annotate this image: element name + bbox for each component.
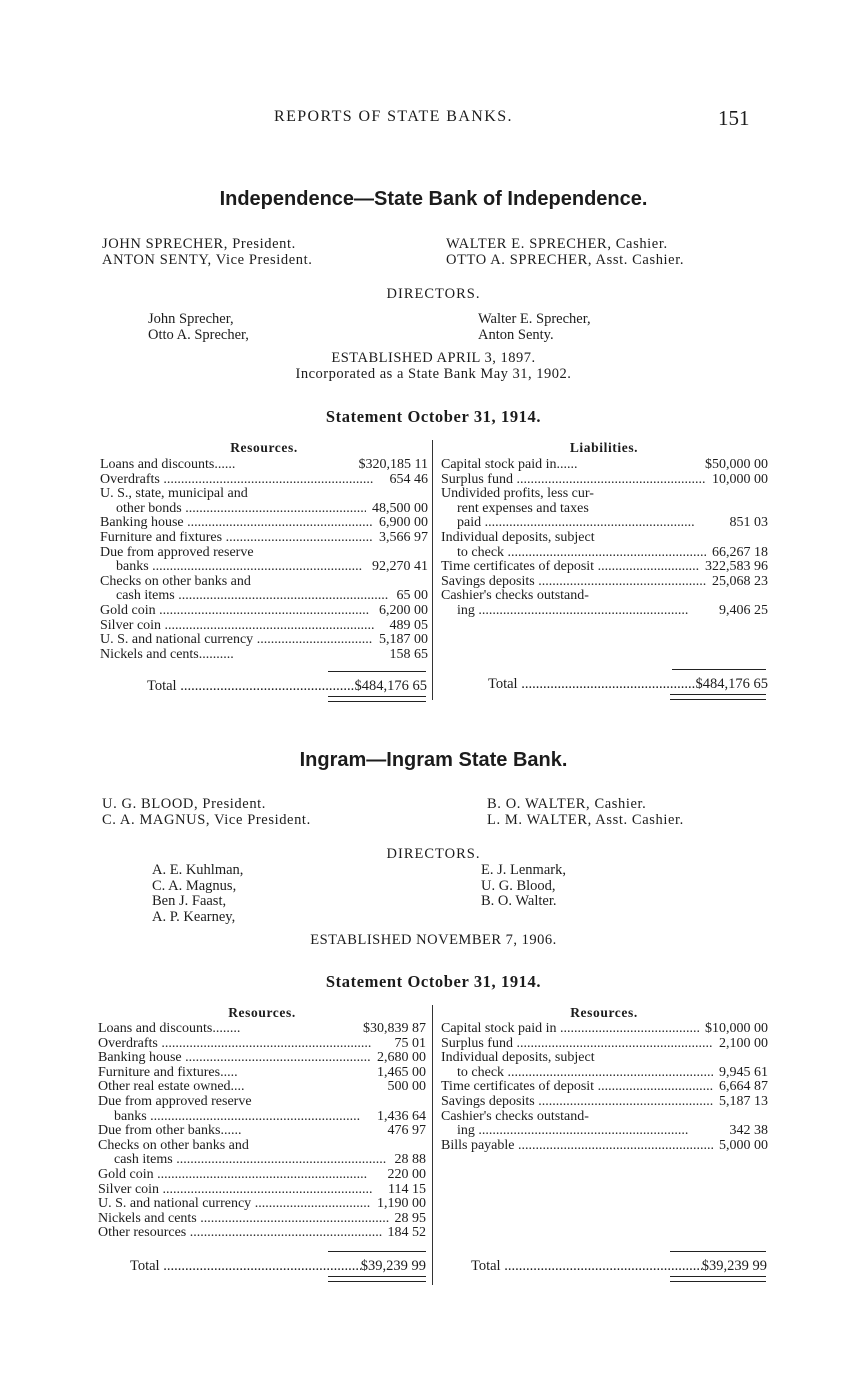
ledger-row (100, 633, 428, 648)
ledger-label: banks ..... (100, 560, 366, 575)
ledger-row (98, 1037, 426, 1052)
total-double-rule (328, 696, 426, 702)
ledger-row (100, 516, 428, 531)
ledger-row (441, 487, 768, 502)
ledger-row (98, 1168, 426, 1183)
ledger-amount: 184 52 (387, 1225, 426, 1241)
ledger-amount: 5,187 13 (719, 1093, 768, 1109)
ledger-amount: 158 65 (389, 646, 428, 662)
resources-heading: Resources. (228, 1005, 296, 1020)
director: A. E. Kuhlman, (152, 862, 244, 878)
ledger-label: paid ..... (441, 516, 724, 531)
subtotal-rule (672, 669, 766, 670)
ledger-amount: 1,465 00 (377, 1064, 426, 1080)
ledger-row (441, 1124, 768, 1139)
ledger-label: Surplus fund ..... (441, 473, 706, 488)
total-double-rule (670, 1276, 766, 1282)
ledger-amount: 75 01 (394, 1035, 426, 1051)
ledger-row (98, 1212, 426, 1227)
ledger-amount: $30,839 87 (363, 1021, 426, 1036)
ledger-amount: 114 15 (388, 1181, 426, 1197)
ledger-row (441, 604, 768, 619)
established-block (0, 350, 867, 382)
ledger-row (100, 648, 428, 663)
ledger-label: Loans and discounts........ (98, 1022, 241, 1036)
ledger-amount: 6,200 00 (379, 602, 428, 618)
ledger-label: Furniture and fixtures..... (98, 1065, 238, 1080)
ledger-amount: 1,436 64 (377, 1108, 426, 1124)
officer-list-left (102, 236, 312, 268)
ledger-amount: $320,185 11 (358, 457, 428, 472)
ledger-amount: 654 46 (389, 471, 428, 487)
ledger-label: Surplus fund ..... (441, 1037, 713, 1052)
ledger-amount: 220 00 (387, 1166, 426, 1182)
director: Anton Senty. (478, 326, 554, 343)
statement-title: Statement October 31, 1914. (325, 407, 542, 426)
ledger-amount: 28 95 (394, 1210, 426, 1226)
director: Walter E. Sprecher, (478, 311, 591, 327)
ledger-amount: 28 88 (394, 1152, 426, 1168)
ledger-row (98, 1022, 426, 1037)
total-label: Total ..... (471, 1258, 702, 1275)
running-title: REPORTS OF STATE BANKS. (274, 108, 513, 125)
total-resources-row (147, 678, 427, 695)
ledger-amount: 5,000 00 (719, 1137, 768, 1153)
ledger-row (100, 473, 428, 488)
ledger-row (441, 1037, 768, 1052)
ledger-label: Undivided profits, less cur- (441, 487, 594, 502)
director: U. G. Blood, (481, 877, 556, 894)
officer: C. A. MAGNUS, Vice President. (102, 812, 311, 828)
ledger-row (98, 1051, 426, 1066)
ledger-label: Savings deposits ..... (441, 575, 706, 590)
ledger-row (100, 575, 428, 590)
column-divider (432, 1005, 433, 1285)
resources-table (98, 1022, 426, 1241)
ledger-amount: 5,187 00 (379, 632, 428, 648)
ledger-label: Due from other banks...... (98, 1124, 242, 1139)
ledger-row (441, 589, 768, 604)
ledger-row (98, 1095, 426, 1110)
bank-title: Independence—State Bank of Independence. (219, 188, 648, 210)
officer: ANTON SENTY, Vice President. (102, 252, 313, 268)
officer: WALTER E. SPRECHER, Cashier. (446, 236, 668, 252)
officer: B. O. WALTER, Cashier. (487, 796, 647, 812)
incorporated-date: Incorporated as a State Bank May 31, 1902. (295, 366, 572, 382)
ledger-amount: 66,267 18 (712, 544, 768, 560)
ledger-row (441, 1110, 768, 1125)
ledger-label: ing ..... (441, 604, 713, 619)
total-label: Total ..... (130, 1258, 361, 1275)
ledger-row (98, 1197, 426, 1212)
column-divider (432, 440, 433, 700)
ledger-label: Overdrafts ..... (100, 473, 384, 488)
ledger-row (441, 1080, 768, 1095)
ledger-amount: 851 03 (729, 515, 768, 531)
officer: U. G. BLOOD, President. (102, 796, 267, 812)
officer-list-left (102, 796, 311, 828)
ledger-row (98, 1110, 426, 1125)
total-liabilities-row (471, 1258, 767, 1275)
ledger-row (100, 589, 428, 604)
page-number: 151 (718, 106, 750, 130)
liabilities-heading: Liabilities. (569, 440, 639, 455)
officer: JOHN SPRECHER, President. (102, 236, 296, 252)
ledger-row (98, 1139, 426, 1154)
ledger-amount: $10,000 00 (705, 1021, 768, 1036)
ledger-label: Nickels and cents.......... (100, 647, 234, 662)
ledger-label: Cashier's checks outstand- (441, 1109, 589, 1124)
ledger-row (441, 458, 768, 473)
ledger-label: Other real estate owned.... (98, 1080, 245, 1095)
ledger-row (441, 560, 768, 575)
ledger-label: Individual deposits, subject (441, 1051, 595, 1066)
bank-title: Ingram—Ingram State Bank. (299, 749, 568, 771)
ledger-row (100, 546, 428, 561)
ledger-amount: 9,406 25 (719, 602, 768, 618)
ledger-row (441, 531, 768, 546)
directors-left (152, 863, 243, 925)
ledger-label: U. S. and national currency ..... (98, 1197, 371, 1212)
ledger-amount: 500 00 (387, 1079, 426, 1095)
officer-list-right (446, 236, 684, 268)
ledger-label: Gold coin ..... (98, 1168, 382, 1183)
ledger-label: Capital stock paid in ..... (441, 1022, 699, 1037)
director: E. J. Lenmark, (481, 862, 566, 878)
liabilities-table (441, 1022, 768, 1153)
ledger-label: banks ..... (98, 1110, 371, 1125)
ledger-amount: $50,000 00 (705, 457, 768, 472)
ledger-amount: 2,100 00 (719, 1035, 768, 1051)
ledger-label: Savings deposits ..... (441, 1095, 713, 1110)
ledger-amount: 9,945 61 (719, 1064, 768, 1080)
ledger-label: Furniture and fixtures ..... (100, 531, 373, 546)
ledger-row (98, 1153, 426, 1168)
director: Ben J. Faast, (152, 893, 227, 909)
directors-heading: DIRECTORS. (386, 286, 481, 302)
ledger-row (441, 516, 768, 531)
ledger-row (100, 560, 428, 575)
directors-heading: DIRECTORS. (386, 846, 481, 862)
ledger-row (100, 502, 428, 517)
director: B. O. Walter. (481, 893, 557, 909)
ledger-row (441, 473, 768, 488)
ledger-row (441, 546, 768, 561)
ledger-row (98, 1183, 426, 1198)
ledger-amount: 489 05 (389, 617, 428, 633)
ledger-row (441, 575, 768, 590)
directors-right (481, 863, 566, 910)
ledger-label: Silver coin ..... (100, 619, 384, 634)
ledger-label: Time certificates of deposit ..... (441, 560, 699, 575)
ledger-label: cash items ..... (100, 589, 391, 604)
subtotal-rule (670, 1251, 766, 1252)
subtotal-rule (328, 1251, 426, 1252)
ledger-amount: 322,583 96 (705, 559, 768, 575)
ledger-label: Other resources ..... (98, 1226, 382, 1241)
resources-heading: Resources. (230, 440, 298, 455)
total-liabilities-amount: $39,239 99 (701, 1258, 767, 1274)
ledger-row (98, 1080, 426, 1095)
ledger-amount: 3,566 97 (379, 529, 428, 545)
ledger-label: cash items ..... (98, 1153, 389, 1168)
total-label: Total ..... (488, 676, 696, 693)
ledger-amount: 6,664 87 (719, 1079, 768, 1095)
ledger-label: ing ..... (441, 1124, 724, 1139)
officer: OTTO A. SPRECHER, Asst. Cashier. (446, 252, 685, 268)
ledger-label: Due from approved reserve (100, 545, 254, 560)
officer-list-right (487, 796, 684, 828)
established-block (0, 932, 867, 948)
ledger-row (441, 502, 768, 517)
ledger-row (100, 619, 428, 634)
ledger-row (100, 458, 428, 473)
ledger-label: to check ..... (441, 1066, 713, 1081)
director: John Sprecher, (148, 311, 234, 327)
total-resources-amount: $484,176 65 (354, 678, 427, 694)
total-double-rule (328, 1276, 426, 1282)
ledger-row (441, 1051, 768, 1066)
established-date: ESTABLISHED APRIL 3, 1897. (331, 350, 536, 366)
ledger-label: Silver coin ..... (98, 1183, 382, 1198)
director: Otto A. Sprecher, (148, 326, 249, 343)
ledger-row (98, 1066, 426, 1081)
ledger-label: to check ..... (441, 546, 706, 561)
resources-table (100, 458, 428, 662)
ledger-amount: 92,270 41 (372, 559, 428, 575)
ledger-amount: 10,000 00 (712, 471, 768, 487)
ledger-amount: 476 97 (387, 1123, 426, 1139)
ledger-label: rent expenses and taxes (457, 501, 589, 516)
ledger-label: Bills payable ..... (441, 1139, 713, 1154)
ledger-amount: 48,500 00 (372, 500, 428, 516)
ledger-label: Banking house ..... (100, 516, 373, 531)
total-resources-amount: $39,239 99 (360, 1258, 426, 1274)
director: A. P. Kearney, (152, 908, 236, 925)
directors-right (478, 312, 591, 343)
ledger-label: Time certificates of deposit ..... (441, 1080, 713, 1095)
liabilities-table (441, 458, 768, 619)
ledger-label: Due from approved reserve (98, 1094, 252, 1109)
total-liabilities-row (488, 676, 768, 693)
ledger-label: Nickels and cents ..... (98, 1212, 389, 1227)
ledger-row (441, 1066, 768, 1081)
subtotal-rule (328, 671, 426, 672)
ledger-label: Individual deposits, subject (441, 530, 595, 545)
ledger-amount: 6,900 00 (379, 515, 428, 531)
ledger-label: U. S., state, municipal and (100, 487, 248, 502)
total-label: Total ..... (147, 678, 355, 695)
ledger-amount: 2,680 00 (377, 1050, 426, 1066)
ledger-label: Capital stock paid in...... (441, 458, 578, 472)
total-resources-row (130, 1258, 426, 1275)
ledger-label: Loans and discounts...... (100, 458, 236, 472)
established-date: ESTABLISHED NOVEMBER 7, 1906. (310, 932, 557, 948)
total-liabilities-amount: $484,176 65 (695, 676, 768, 692)
directors-left (148, 312, 249, 343)
ledger-label: Overdrafts ..... (98, 1037, 389, 1052)
ledger-amount: 342 38 (729, 1123, 768, 1139)
ledger-row (100, 487, 428, 502)
ledger-label: Checks on other banks and (100, 574, 251, 589)
statement-title: Statement October 31, 1914. (325, 972, 542, 991)
ledger-label: Gold coin ..... (100, 604, 373, 619)
ledger-label: Checks on other banks and (98, 1138, 249, 1153)
ledger-row (98, 1124, 426, 1139)
liabilities-heading: Resources. (570, 1005, 638, 1020)
total-double-rule (670, 694, 766, 700)
ledger-row (100, 531, 428, 546)
ledger-amount: 65 00 (396, 588, 428, 604)
officer: L. M. WALTER, Asst. Cashier. (487, 812, 684, 828)
ledger-amount: 25,068 23 (712, 573, 768, 589)
ledger-row (441, 1095, 768, 1110)
director: C. A. Magnus, (152, 877, 237, 894)
ledger-label: U. S. and national currency ..... (100, 633, 373, 648)
ledger-row (441, 1139, 768, 1154)
ledger-row (98, 1226, 426, 1241)
ledger-row (100, 604, 428, 619)
ledger-row (441, 1022, 768, 1037)
ledger-amount: 1,190 00 (377, 1196, 426, 1212)
ledger-label: Banking house ..... (98, 1051, 371, 1066)
ledger-label: other bonds ..... (100, 502, 366, 517)
ledger-label: Cashier's checks outstand- (441, 589, 589, 604)
